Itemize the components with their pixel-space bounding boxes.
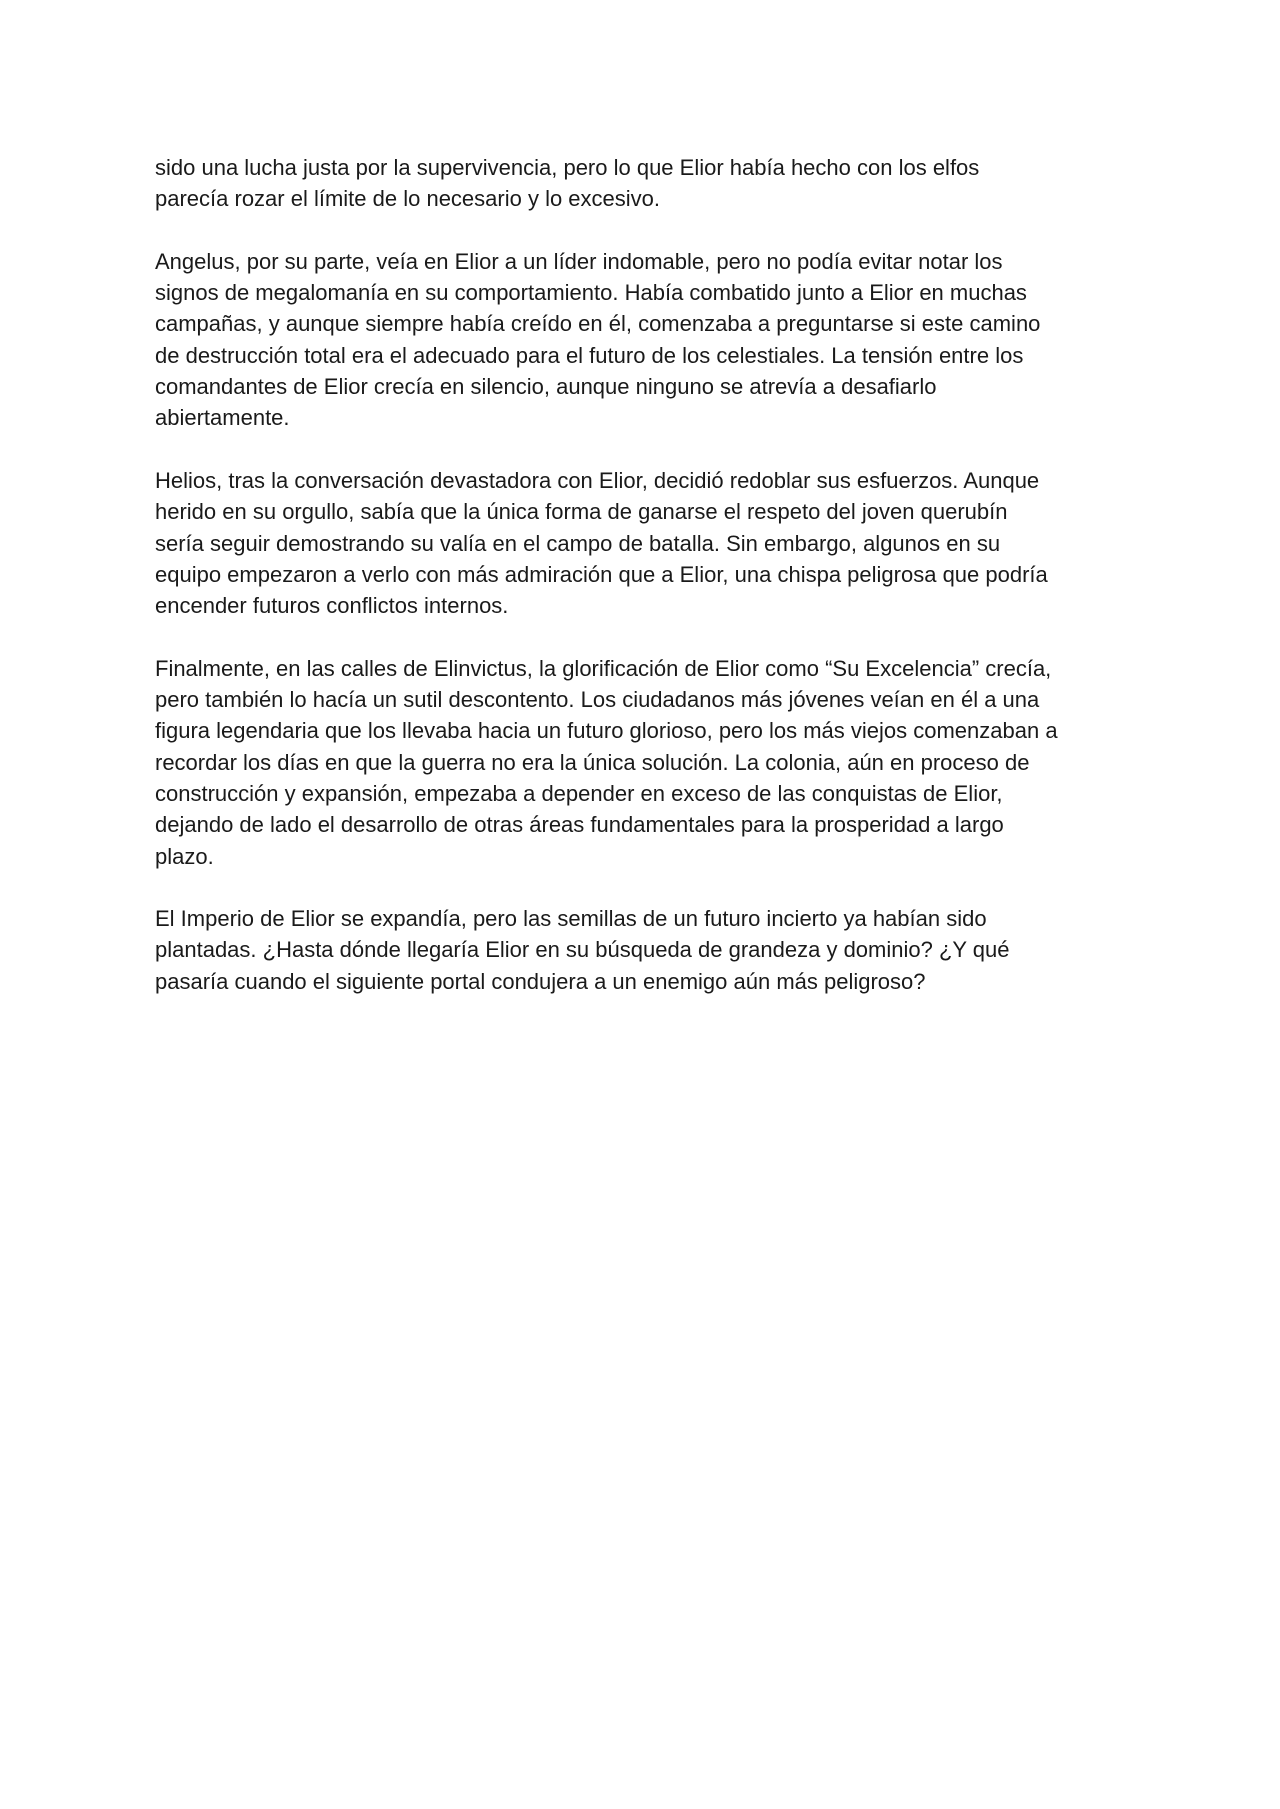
text-line: pasaría cuando el siguiente portal condujera a un enemigo aún más peligroso? xyxy=(155,968,926,994)
text-line: encender futuros conflictos internos. xyxy=(155,593,509,619)
text-line: dejando de lado el desarrollo de otras áreas fundamentales para la prosperidad a largo xyxy=(155,812,1004,838)
text-line: plazo. xyxy=(155,843,214,869)
text-line: sido una lucha justa por la supervivencia, pero lo que Elior había hecho con los elfos xyxy=(155,155,980,180)
paragraph-3 xyxy=(155,465,1135,621)
text-line: pero también lo hacía un sutil descontento. Los ciudadanos más jóvenes veían en él a una xyxy=(155,687,1040,713)
paragraph-2 xyxy=(155,246,1135,434)
text-line: sería seguir demostrando su valía en el campo de batalla. Sin embargo, algunos en su xyxy=(155,530,1001,556)
paragraph-4 xyxy=(155,653,1135,872)
text-line: signos de megalomanía en su comportamiento. Había combatido junto a Elior en muchas xyxy=(155,280,1027,306)
text-line: campañas, y aunque siempre había creído en él, comenzaba a preguntarse si este camino xyxy=(155,311,1041,337)
text-line: plantadas. ¿Hasta dónde llegaría Elior en su búsqueda de grandeza y dominio? ¿Y qué xyxy=(155,937,1010,963)
text-line: Angelus, por su parte, veía en Elior a un líder indomable, pero no podía evitar notar los xyxy=(155,248,1003,274)
text-line: figura legendaria que los llevaba hacia un futuro glorioso, pero los más viejos comenzaban a xyxy=(155,718,1058,744)
text-line: El Imperio de Elior se expandía, pero las semillas de un futuro incierto ya habían sido xyxy=(155,906,987,932)
paragraph-5 xyxy=(155,903,1135,997)
text-line: recordar los días en que la guerra no era la única solución. La colonia, aún en proceso de xyxy=(155,749,1030,775)
text-line: equipo empezaron a verlo con más admiración que a Elior, una chispa peligrosa que podría xyxy=(155,561,1048,587)
text-line: de destrucción total era el adecuado para el futuro de los celestiales. La tensión entre los xyxy=(155,342,1024,368)
text-line: Helios, tras la conversación devastadora con Elior, decidió redoblar sus esfuerzos. Aunque xyxy=(155,467,1040,493)
text-line: parecía rozar el límite de lo necesario y lo excesivo. xyxy=(155,186,661,212)
text-line: construcción y expansión, empezaba a depender en exceso de las conquistas de Elior, xyxy=(155,780,1003,806)
document-body xyxy=(155,152,1135,1028)
text-line: Finalmente, en las calles de Elinvictus, la glorificación de Elior como “Su Excelencia” crecía, xyxy=(155,655,1052,681)
paragraph-1 xyxy=(155,152,1135,215)
text-line: herido en su orgullo, sabía que la única forma de ganarse el respeto del joven querubín xyxy=(155,499,1008,525)
text-line: comandantes de Elior crecía en silencio, aunque ninguno se atrevía a desafiarlo xyxy=(155,374,937,400)
text-line: abiertamente. xyxy=(155,405,290,431)
